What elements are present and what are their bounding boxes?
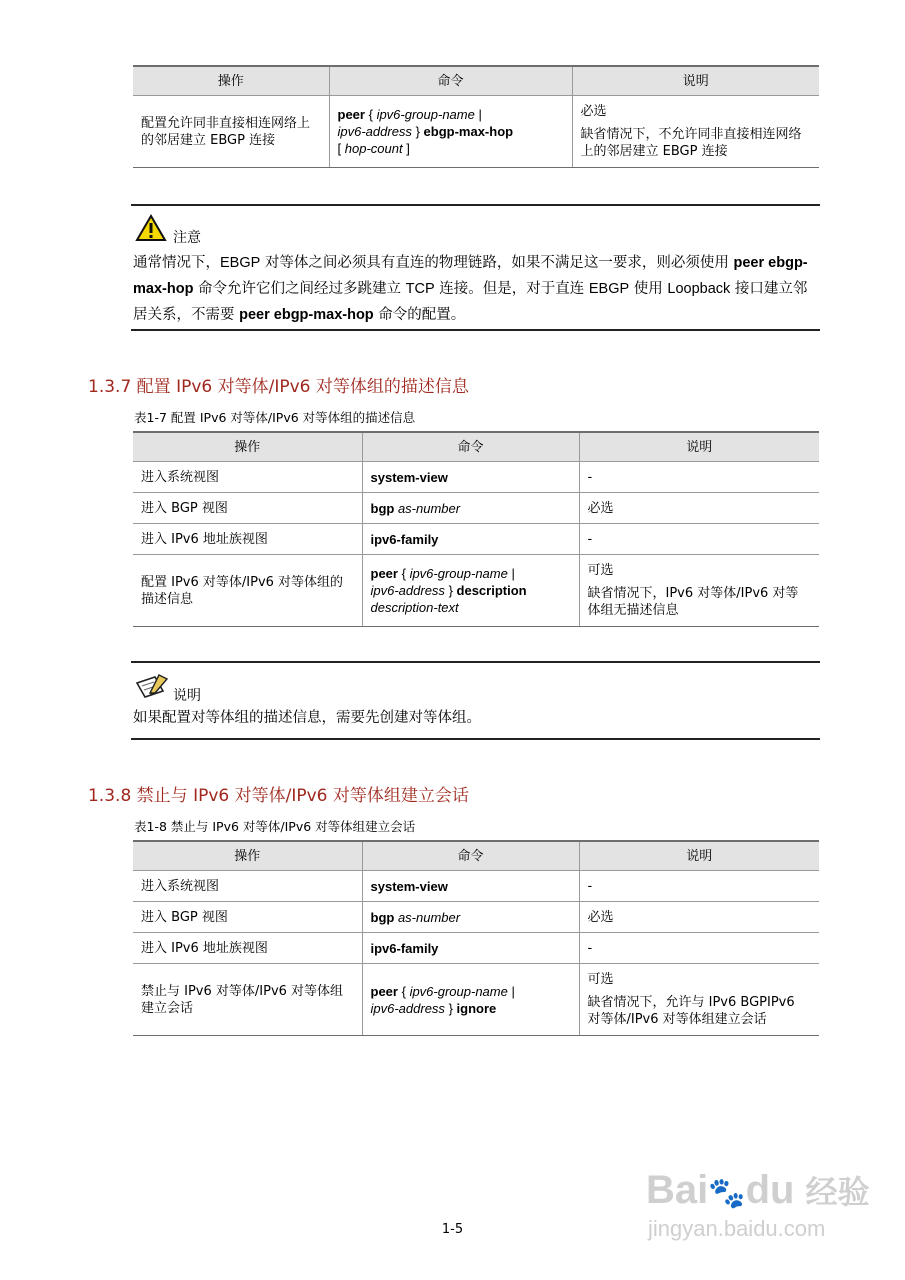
table-row	[133, 871, 819, 902]
cell-operation: 进入 IPv6 地址族视图	[133, 933, 362, 964]
cell-description: -	[579, 462, 819, 493]
section-heading-1-3-8: 1.3.8 禁止与 IPv6 对等体/IPv6 对等体组建立会话	[88, 786, 469, 806]
cell-description: 可选 缺省情况下，IPv6 对等体/IPv6 对等体组无描述信息	[579, 555, 819, 627]
cell-command: peer { ipv6-group-name | ipv6-address } description description-text	[362, 555, 579, 627]
memo-box	[131, 661, 820, 740]
table-row	[133, 555, 819, 627]
table-1-7	[133, 431, 819, 627]
caution-box	[131, 204, 820, 331]
cell-operation: 禁止与 IPv6 对等体/IPv6 对等体组建立会话	[133, 964, 362, 1036]
table-caption-1-7: 表1-7 配置 IPv6 对等体/IPv6 对等体组的描述信息	[134, 410, 416, 425]
cell-description: -	[579, 871, 819, 902]
table-1-8	[133, 840, 819, 1036]
table-row	[133, 902, 819, 933]
cell-operation: 配置允许同非直接相连网络上的邻居建立 EBGP 连接	[133, 96, 329, 168]
caution-text: 通常情况下，EBGP 对等体之间必须具有直连的物理链路，如果不满足这一要求，则必须使用 peer ebgp-max-hop 命令允许它们之间经过多跳建立 TCP 连接。但是，对于直连 EBGP 使用 Loopback 接口建立邻居关系，不需要 peer ebgp-max-hop 命令的配置。	[133, 255, 808, 323]
column-header-operation: 操作	[133, 432, 362, 462]
table-caption-1-8: 表1-8 禁止与 IPv6 对等体/IPv6 对等体组建立会话	[134, 819, 416, 834]
page-number: 1-5	[441, 1222, 464, 1237]
column-header-description: 说明	[572, 66, 819, 96]
table-row	[133, 964, 819, 1036]
cell-command: ipv6-family	[362, 933, 579, 964]
cell-description: 必选 缺省情况下，不允许同非直接相连网络上的邻居建立 EBGP 连接	[572, 96, 819, 168]
memo-text: 如果配置对等体组的描述信息，需要先创建对等体组。	[133, 710, 481, 726]
cell-operation: 进入 IPv6 地址族视图	[133, 524, 362, 555]
column-header-command: 命令	[362, 432, 579, 462]
cell-command: system-view	[362, 871, 579, 902]
warning-triangle-icon	[135, 214, 167, 242]
cell-command: peer { ipv6-group-name | ipv6-address } ignore	[362, 964, 579, 1036]
cell-operation: 配置 IPv6 对等体/IPv6 对等体组的描述信息	[133, 555, 362, 627]
table-row	[133, 524, 819, 555]
column-header-operation: 操作	[133, 66, 329, 96]
table-row	[133, 462, 819, 493]
section-heading-1-3-7: 1.3.7 配置 IPv6 对等体/IPv6 对等体组的描述信息	[88, 377, 469, 397]
cell-operation: 进入系统视图	[133, 462, 362, 493]
cell-description: 必选	[579, 493, 819, 524]
cell-operation: 进入 BGP 视图	[133, 493, 362, 524]
cell-description: -	[579, 933, 819, 964]
cell-command: ipv6-family	[362, 524, 579, 555]
cell-command: peer { ipv6-group-name | ipv6-address } ebgp-max-hop [ hop-count ]	[329, 96, 572, 168]
cell-operation: 进入 BGP 视图	[133, 902, 362, 933]
cell-command: bgp as-number	[362, 493, 579, 524]
table-row	[133, 493, 819, 524]
watermark-url: jingyan.baidu.com	[648, 1216, 826, 1241]
table-ebgp-max-hop	[133, 65, 819, 168]
note-pencil-icon	[135, 673, 169, 699]
column-header-operation: 操作	[133, 841, 362, 871]
column-header-command: 命令	[329, 66, 572, 96]
table-row	[133, 933, 819, 964]
memo-title: 说明	[173, 688, 201, 704]
cell-description: 可选 缺省情况下，允许与 IPv6 BGPIPv6 对等体/IPv6 对等体组建立会话	[579, 964, 819, 1036]
paw-icon: 🐾	[708, 1177, 746, 1210]
baidu-watermark: Bai🐾du 经验 jingyan.baidu.com	[646, 1168, 870, 1241]
column-header-description: 说明	[579, 841, 819, 871]
cell-description: -	[579, 524, 819, 555]
cell-description: 必选	[579, 902, 819, 933]
column-header-command: 命令	[362, 841, 579, 871]
cell-operation: 进入系统视图	[133, 871, 362, 902]
column-header-description: 说明	[579, 432, 819, 462]
cell-command: system-view	[362, 462, 579, 493]
cell-command: bgp as-number	[362, 902, 579, 933]
caution-title: 注意	[173, 230, 201, 246]
